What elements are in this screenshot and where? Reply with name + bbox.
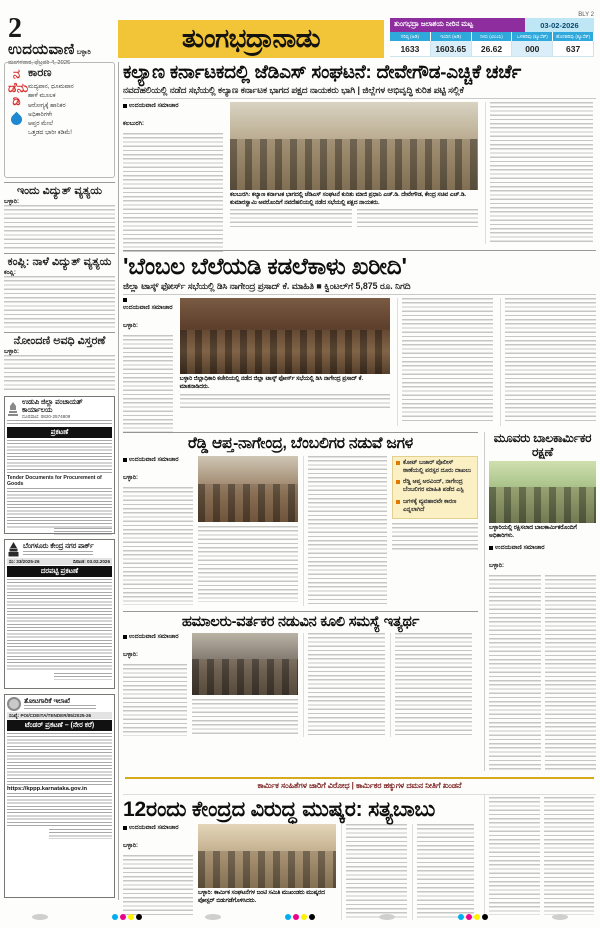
color-dot	[293, 914, 299, 920]
ad-ref-number: ಸಂಖ್ಯೆ: POI/CDEITA/TENDER/85/2025-26	[9, 713, 92, 719]
dateline: ಬಳ್ಳಾರಿ:	[123, 474, 138, 481]
color-dot	[301, 914, 307, 920]
registration-oval	[379, 914, 395, 920]
dateline: ಬಳ್ಳಾರಿ:	[4, 349, 19, 356]
promo-line: ಅಧಿಕಾರಿಗಳೇ	[28, 111, 53, 118]
rail-article-kampli-power-outage	[4, 253, 115, 328]
color-dot	[482, 914, 488, 920]
highlight-item: ಕೋಟ್ ಬಜಾರ್ ಪೊಲೀಸ್ ಠಾಣೆಯಲ್ಲಿ ಪರಸ್ಪರ ದೂರು ದಾಖಲು	[403, 459, 472, 474]
photo-official-at-desk	[198, 456, 298, 522]
article-reddy-nagendra-clash	[123, 432, 478, 605]
rail-article-title: ಕಂಪ್ಲಿ: ನಾಳೆ ವಿದ್ಯುತ್ ವ್ಯತ್ಯಯ	[7, 256, 112, 269]
text-block	[24, 705, 96, 711]
highlight-item: ಜಗಳಕ್ಕೆ ವ್ಯವಹಾರವೇ ಕಾರಣ ಎನ್ನಲಾಗಿದೆ	[403, 499, 457, 513]
text-block	[357, 209, 479, 227]
photo-jds-delhi-meeting	[230, 102, 478, 190]
color-dot	[309, 914, 315, 920]
promo-line: ಆರೋಗ್ಯಕ್ಕೆ ಹಾನಿಕರ	[28, 102, 66, 109]
text-block	[7, 440, 112, 474]
bullet-square-icon	[396, 480, 400, 484]
text-block	[545, 575, 597, 771]
color-dot	[128, 914, 134, 920]
color-dot	[112, 914, 118, 920]
text-block	[192, 699, 298, 735]
photo-caption: ಬಳ್ಳಾರಿಯಲ್ಲಿ ರಕ್ಷಿಸಲಾದ ಬಾಲಕಾರ್ಮಿಕರೊಂದಿಗೆ ಅಧಿಕಾರಿಗಳು.	[489, 525, 577, 540]
tender-portal-link[interactable]: https://kppp.karnataka.gov.in	[7, 786, 88, 793]
dateline: ಬಳ್ಳಾರಿ:	[489, 562, 504, 569]
reservoir-col-header: ಒಳಹರಿವು (ಕ್ಯೂಸೆಕ್)	[512, 32, 553, 41]
highlight-item: ರೆಡ್ಡಿ ಆಪ್ತ ಅರವಿಂದ್, ನಾಗೇಂದ್ರ ಬೆಂಬಲಿಗರ ಮಾಹಿತಿ ಪಡೆದ ಎಸ್ಪಿ	[403, 479, 464, 494]
ad-section-bar: ದರಪಟ್ಟಿ ಪ್ರಕಟಣೆ	[7, 566, 112, 577]
text-block	[4, 276, 115, 328]
byline: ಉದಯವಾಣಿ ಸಮಾಚಾರ	[129, 101, 179, 109]
promo-vertical-title: ನಡೆನುಡಿ	[8, 66, 29, 109]
byline-square-icon	[123, 104, 127, 108]
ad-section-bar: ಪ್ರಕಟಣೆ	[7, 427, 112, 438]
registration-oval	[205, 914, 221, 920]
ad-org-name: ಉಡುಪಿ ಜಿಲ್ಲಾ ಪಂಚಾಯತ್ ಕಾರ್ಯಾಲಯ	[22, 399, 83, 414]
registration-oval	[32, 914, 48, 920]
left-rail	[4, 62, 119, 900]
byline-square-icon	[123, 458, 127, 462]
cmyk-dots	[458, 914, 488, 920]
text-block	[180, 394, 391, 410]
byline: ಉದಯವಾಣಿ ಸಮಾಚಾರ	[129, 824, 179, 832]
text-block	[7, 579, 112, 671]
registration-oval	[552, 914, 568, 920]
signature-line	[54, 673, 112, 680]
dateline: ಬಳ್ಳಾರಿ:	[4, 199, 19, 206]
signature-line	[54, 528, 112, 535]
color-dot	[136, 914, 142, 920]
photo-poster-release	[198, 824, 336, 888]
govt-emblem-icon	[7, 402, 19, 417]
text-block	[123, 335, 173, 433]
text-block	[490, 102, 593, 242]
edition-label: ಬಳ್ಳಾರಿ	[76, 49, 91, 57]
headline: 'ಬೆಂಬಲ ಬೆಲೆಯಡಿ ಕಡಲೆಕಾಳು ಖರೀದಿ'	[123, 252, 407, 279]
byline-square-icon	[123, 298, 127, 302]
headline: 12ರಂದು ಕೇಂದ್ರದ ವಿರುದ್ಧ ಮುಷ್ಕರ: ಸತ್ಯಬಾಬು	[123, 797, 436, 821]
notice-ad-tender	[4, 694, 115, 898]
masthead-title: ತುಂಗಭದ್ರಾನಾಡು	[182, 23, 320, 53]
text-block	[4, 355, 115, 391]
text-block	[7, 733, 112, 785]
article-jds-kalyana-karnataka	[123, 62, 596, 244]
promo-line: ಒತ್ತಡದ ಭಾರೀ ಕಡಿಮೆ!	[28, 130, 72, 137]
rail-article-power-outage-today	[4, 182, 115, 249]
print-registration-marks	[0, 914, 600, 920]
text-block	[123, 664, 187, 736]
color-dot	[474, 914, 480, 920]
text-block	[123, 133, 223, 253]
deck: ನವದೆಹಲಿಯಲ್ಲಿ ನಡೆದ ಸಭೆಯಲ್ಲಿ ಕಲ್ಯಾಣ ಕರ್ನಾಟಕ ಭಾಗದ ಪಕ್ಷದ ನಾಯಕರು ಭಾಗಿ | ಜಿಲ್ಲೆಗಳ ಅಭಿವೃದ್ಧಿ ಕುರಿತ ಪಟ್ಟಿ ಸಲ್ಲಿಕೆ	[123, 85, 596, 99]
reservoir-table	[390, 18, 594, 57]
photo-rescue-group	[489, 461, 596, 523]
text-block	[230, 209, 352, 227]
byline: ಉದಯವಾಣಿ ಸಮಾಚಾರ	[123, 304, 173, 312]
byline-square-icon	[123, 635, 127, 639]
text-block	[23, 551, 93, 557]
ad-section-bar: ಟೆಂಡರ್ ಪ್ರಕಟಣೆ – (ನೇರ ಕರೆ)	[7, 720, 112, 731]
text-block	[417, 824, 474, 918]
signature-line	[49, 829, 112, 839]
byline-square-icon	[489, 546, 493, 550]
deck: ಜಿಲ್ಲಾ ಟಾಸ್ಕ್ ಫೋರ್ಸ್ ಸಭೆಯಲ್ಲಿ ಡಿಸಿ ನಾಗೇಂದ್ರ ಪ್ರಸಾದ್ ಕೆ. ಮಾಹಿತಿ ■ ಕ್ವಿಂಟಲ್‌ಗೆ 5,875 ರೂ. ನಿಗದಿ	[123, 281, 596, 295]
water-drop-icon	[9, 112, 25, 128]
headline: ಕಲ್ಯಾಣ ಕರ್ನಾಟಕದಲ್ಲಿ ಜೆಡಿಎಸ್ ಸಂಘಟನೆ: ದೇವೇಗೌಡ-ಎಚ್ಚಿಕೆ ಚರ್ಚೆ	[123, 61, 521, 82]
rail-article-registration-extension	[4, 332, 115, 391]
date-line: ಮಂಗಳವಾರ, ಫೆಬ್ರವರಿ 4, 2026	[8, 60, 71, 67]
color-dot	[285, 914, 291, 920]
promo-box	[4, 62, 115, 178]
reservoir-value: 637	[553, 41, 594, 57]
rail-article-title: ನೋಂದಣಿ ಅವಧಿ ವಿಸ್ತರಣೆ	[13, 335, 106, 348]
promo-line: ಆಪ್ತರ ಮೇಲೆ	[28, 121, 53, 128]
page-info	[8, 13, 116, 67]
promo-line: ಹಾಳೆ ಮೂಲಕ	[28, 93, 56, 100]
byline-square-icon	[123, 826, 127, 830]
article-hamali-wage-issue	[123, 611, 478, 737]
dateline: ಬಳ್ಳಾರಿ:	[123, 652, 138, 659]
cmyk-dots	[112, 914, 142, 920]
main-content	[123, 62, 596, 920]
color-dot	[120, 914, 126, 920]
text-block	[7, 488, 112, 528]
bullet-square-icon	[396, 461, 400, 465]
notice-ad-zilla-panchayat	[4, 396, 115, 534]
ad-english-line: Tender Documents for Procurement of Goods	[7, 475, 102, 488]
photo-caption: ಬಳ್ಳಾರಿ ಜಿಲ್ಲಾಧಿಕಾರಿ ಕಚೇರಿಯಲ್ಲಿ ನಡೆದ ಜಿಲ್ಲಾ ಟಾಸ್ಕ್ ಫೋರ್ಸ್ ಸಭೆಯಲ್ಲಿ ಡಿಸಿ ನಾಗೇಂದ್ರ ಪ್ರಸಾದ್ ಕೆ. ಮಾತನಾಡಿದರು.	[179, 376, 364, 391]
text-block	[489, 797, 540, 915]
dateline: ಕಂಪ್ಲಿ:	[4, 270, 16, 277]
text-block	[505, 298, 596, 424]
text-block	[489, 575, 541, 771]
reservoir-col-header: ನೀರು (ಟಿಎಂಸಿ)	[472, 32, 513, 41]
text-block	[7, 793, 112, 827]
text-block	[308, 633, 385, 735]
ad-org-name: ಬೆಂಗಳೂರು ಕೇಂದ್ರ ನಗರ ಪಾರ್ಕ್	[23, 543, 94, 551]
reservoir-col-header: ಗರಿಷ್ಠ (ಅಡಿ)	[390, 32, 431, 41]
photo-caption: ಬಳ್ಳಾರಿ: ಕಾರ್ಮಿಕ ಸಂಘಟನೆಗಳ ಜಂಟಿ ಸಮಿತಿ ಮುಖಂಡರು ಮುಷ್ಕರದ ಪೋಸ್ಟರ್ ಬಿಡುಗಡೆಗೊಳಿಸಿದರು.	[198, 890, 325, 905]
reservoir-value: 26.62	[472, 41, 513, 57]
reservoir-date: 03-02-2026	[525, 18, 594, 32]
dateline: ಬಳ್ಳಾರಿ:	[123, 323, 138, 330]
dateline: ಬಳ್ಳಾರಿ:	[123, 843, 138, 850]
text-block	[346, 824, 407, 918]
byline: ಉದಯವಾಣಿ ಸಮಾಚಾರ	[495, 543, 545, 551]
reservoir-header-row	[390, 32, 594, 41]
page-number: 2	[8, 13, 22, 44]
ad-org-name: ತೋಟಗಾರಿಕೆ ಇಲಾಖೆ	[24, 697, 70, 705]
reservoir-col-header: ಇಂದಿನ (ಅಡಿ)	[431, 32, 472, 41]
cmyk-dots	[285, 914, 315, 920]
round-seal-icon	[7, 697, 21, 711]
text-block	[308, 456, 387, 604]
text-block	[198, 526, 298, 602]
notice-ad-rate-list	[4, 539, 115, 689]
text-block	[544, 797, 595, 915]
text-block	[395, 633, 472, 735]
promo-heading: ಕಾರಣ	[28, 67, 52, 79]
headline: ರೆಡ್ಡಿ ಆಪ್ತ-ನಾಗೇಂದ್ರ, ಬೆಂಬಲಿಗರ ನಡುವೆ ಜಗಳ	[187, 435, 414, 453]
masthead	[118, 20, 384, 58]
promo-line: ಮದ್ಯಪಾನ, ಧೂಮಪಾನ	[28, 84, 74, 90]
reservoir-value-row	[390, 41, 594, 57]
color-dot	[466, 914, 472, 920]
ad-ref-number: ಸಂ: 33/2025-26	[9, 559, 40, 565]
photo-task-force-meeting	[180, 298, 391, 374]
text-block	[123, 487, 193, 605]
byline: ಉದಯವಾಣಿ ಸಮಾಚಾರ	[129, 455, 179, 463]
highlights-box	[392, 456, 478, 519]
reservoir-value: 000	[512, 41, 553, 57]
reservoir-title: ತುಂಗಭದ್ರಾ ಜಲಾಶಯ ನೀರಿನ ಮಟ್ಟ	[390, 18, 525, 32]
reservoir-col-header: ಹೊರಹರಿವು (ಕ್ಯೂಸೆಕ್)	[553, 32, 594, 41]
article-child-labour-rescue	[484, 432, 596, 771]
headline: ಹಮಾಲರು-ವರ್ತಕರ ನಡುವಿನ ಕೂಲಿ ಸಮಸ್ಯೆ ಇತ್ಯರ್ಥ	[181, 613, 420, 630]
corner-mark: BLY 2	[578, 12, 594, 18]
text-block	[402, 298, 492, 424]
text-block	[392, 523, 478, 551]
gopuram-logo-icon	[7, 542, 20, 557]
article-strike-against-centre	[123, 777, 596, 921]
reservoir-value: 1603.65	[431, 41, 472, 57]
headline: ಮೂವರು ಬಾಲಕಾರ್ಮಿಕರ ರಕ್ಷಣೆ	[493, 431, 592, 459]
newspaper-brand: ಉದಯವಾಣಿ	[8, 41, 75, 59]
ad-date: ದಿನಾಂಕ: 03.02.2026	[72, 559, 110, 565]
photo-caption: ಕಲಬುರಗಿ: ಕಲ್ಯಾಣ ಕರ್ನಾಟಕ ಭಾಗದಲ್ಲಿ ಜೆಡಿಎಸ್ ಸಂಘಟನೆ ಕುರಿತು ಮಾಜಿ ಪ್ರಧಾನಿ ಎಚ್.ಡಿ. ದೇವೇಗೌಡ, ಕೇಂದ್ರ ಸಚಿವ ಎಚ್.ಡಿ. ಕುಮಾರಸ್ವಾಮಿ ಅವರೊಂದಿಗೆ ನವದೆಹಲಿಯಲ್ಲಿ ನಡೆದ ಸಭೆಯಲ್ಲಿ ಪಕ್ಷದ ನಾಯಕರು.	[230, 191, 467, 206]
text-block	[7, 420, 112, 426]
rail-article-title: ಇಂದು ವಿದ್ಯುತ್ ವ್ಯತ್ಯಯ	[16, 185, 103, 197]
text-block	[123, 855, 193, 917]
dateline: ಕಲಬುರಗಿ:	[123, 120, 145, 127]
article-gram-procurement	[123, 250, 596, 427]
color-dot	[458, 914, 464, 920]
ad-contact: ದೂರವಾಣಿ: 0820-2574809	[22, 414, 71, 420]
photo-hamali-meeting	[192, 633, 298, 695]
reservoir-value: 1633	[390, 41, 431, 57]
text-block	[4, 205, 115, 249]
bullet-square-icon	[396, 500, 400, 504]
byline: ಉದಯವಾಣಿ ಸಮಾಚಾರ	[129, 633, 179, 641]
strike-kicker-strip: ಕಾರ್ಮಿಕ ಸಂಹಿತೆಗಳ ಜಾರಿಗೆ ವಿರೋಧ | ಕಾರ್ಮಿಕರ ಹಕ್ಕುಗಳ ದಮನ ನೀತಿಗೆ ಖಂಡನೆ	[123, 779, 596, 795]
